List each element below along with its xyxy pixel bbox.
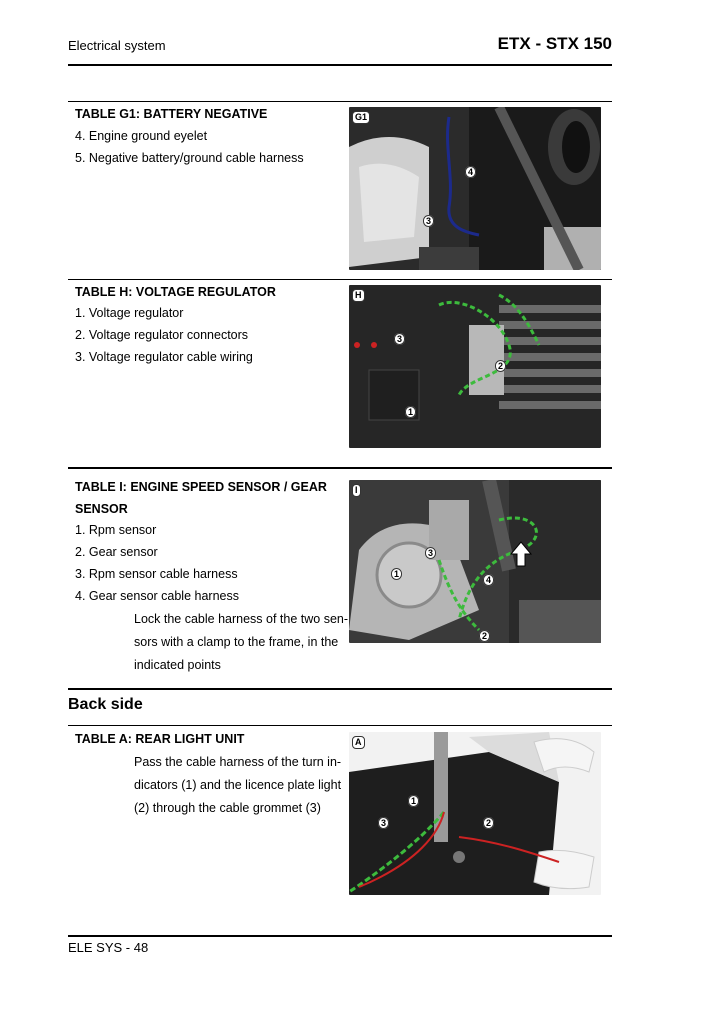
table-i-item-3: 3. Rpm sensor cable harness <box>75 567 238 581</box>
callout-3: 3 <box>423 211 434 229</box>
divider <box>68 688 612 690</box>
photo-tag: I <box>352 484 361 497</box>
header-rule <box>68 64 612 66</box>
divider <box>68 101 612 102</box>
divider <box>68 725 612 726</box>
callout-4: 4 <box>465 162 476 180</box>
callout-2: 2 <box>495 356 506 374</box>
callout-3: 3 <box>378 813 389 831</box>
photo-engine-speed-sensor <box>349 480 601 643</box>
callout-1: 1 <box>405 402 416 420</box>
table-h-item-2: 2. Voltage regulator connectors <box>75 328 249 342</box>
divider <box>68 467 612 469</box>
photo-tag: A <box>352 736 365 749</box>
footer-rule <box>68 935 612 937</box>
table-i-item-1: 1. Rpm sensor <box>75 523 157 537</box>
table-h-item-3: 3. Voltage regulator cable wiring <box>75 350 253 364</box>
table-i-item-4: 4. Gear sensor cable harness <box>75 589 239 603</box>
photo-rear-light-unit <box>349 732 601 895</box>
footer-page-number: ELE SYS - 48 <box>68 940 149 955</box>
header-model-title: ETX - STX 150 <box>497 34 612 53</box>
table-i-title-line1: TABLE I: ENGINE SPEED SENSOR / GEAR <box>75 480 327 494</box>
table-i-title-line2: SENSOR <box>75 502 128 516</box>
table-g1-item-5: 5. Negative battery/ground cable harness <box>75 151 304 165</box>
table-a-note: Pass the cable harness of the turn in- dicators (1) and the licence plate light (2) through the cable grommet (3) <box>134 755 342 815</box>
table-g1-item-4: 4. Engine ground eyelet <box>75 129 208 143</box>
callout-3: 3 <box>394 329 405 347</box>
table-h-item-1: 1. Voltage regulator <box>75 306 184 320</box>
table-i-item-2: 2. Gear sensor <box>75 545 158 559</box>
callout-2: 2 <box>483 813 494 831</box>
callout-1: 1 <box>408 791 419 809</box>
callout-2: 2 <box>479 626 490 643</box>
callout-1: 1 <box>391 564 402 582</box>
divider <box>68 279 612 280</box>
photo-tag: G1 <box>352 111 370 124</box>
photo-voltage-regulator <box>349 285 601 448</box>
table-h-title: TABLE H: VOLTAGE REGULATOR <box>75 285 276 299</box>
section-heading-back-side: Back side <box>68 696 143 713</box>
table-i-note: Lock the cable harness of the two sen- sors with a clamp to the frame, in the indicated points <box>134 612 349 672</box>
table-g1-title: TABLE G1: BATTERY NEGATIVE <box>75 107 268 121</box>
photo-tag: H <box>352 289 365 302</box>
table-a-title: TABLE A: REAR LIGHT UNIT <box>75 732 245 746</box>
header-section-title: Electrical system <box>68 38 166 53</box>
callout-3: 3 <box>425 543 436 561</box>
photo-battery-negative <box>349 107 601 270</box>
callout-4: 4 <box>483 570 494 588</box>
